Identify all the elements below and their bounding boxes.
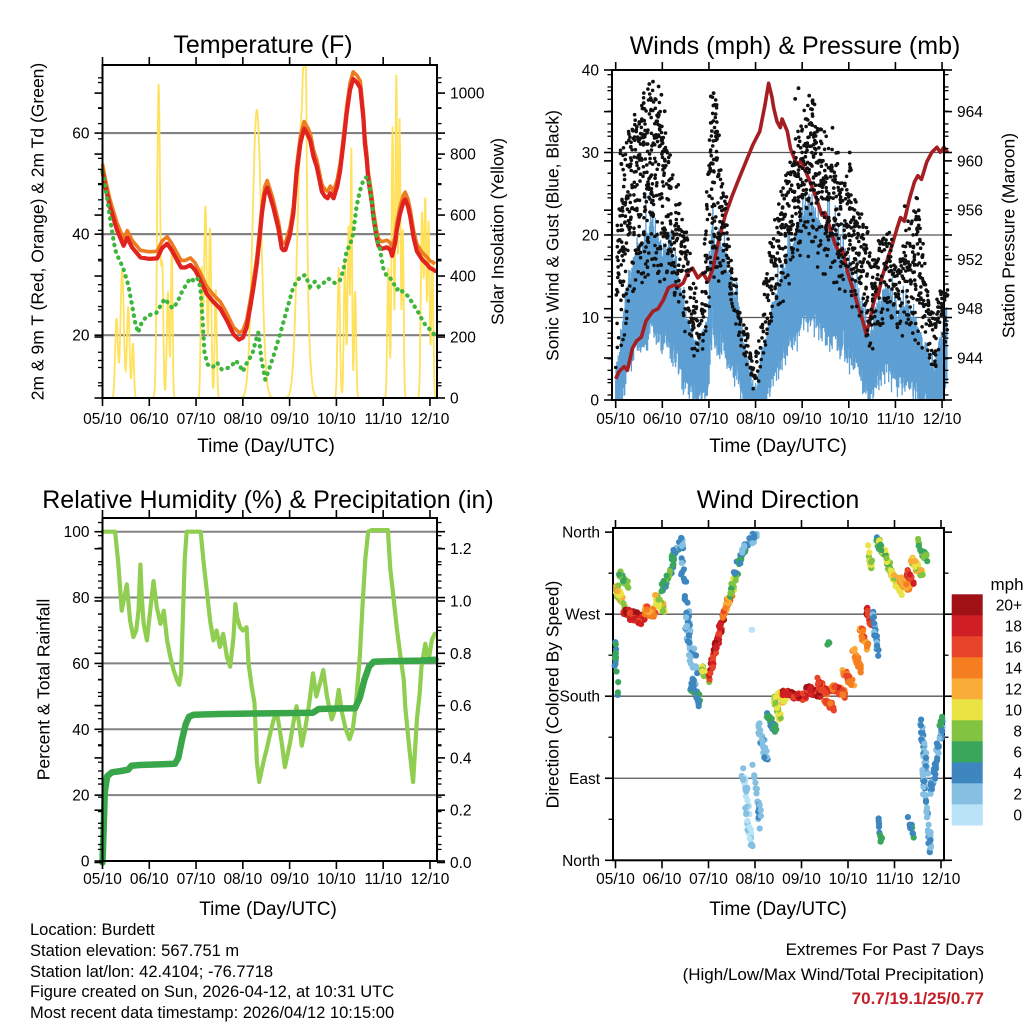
tick-label: 06/10 <box>642 871 682 888</box>
tick-label: 06/10 <box>642 411 682 428</box>
tick-label: 0 <box>590 392 599 410</box>
winds-xaxis-label: Time (Day/UTC) <box>709 436 847 457</box>
speed-legend <box>952 575 1024 826</box>
tick-label: 11/10 <box>364 871 403 888</box>
tick-label: 11/10 <box>876 411 915 428</box>
tick-label: 12/10 <box>921 871 961 888</box>
tick-label: 08/10 <box>223 871 263 888</box>
tick-label: 40 <box>72 721 90 739</box>
legend-swatch <box>952 804 983 825</box>
tick-label: 09/10 <box>270 871 310 888</box>
tick-label: 10 <box>581 310 599 327</box>
tick-label: 09/10 <box>782 411 822 428</box>
rh-precip-chart-title: Relative Humidity (%) & Precipitation (in) <box>42 486 494 514</box>
rh-xaxis-label: Time (Day/UTC) <box>199 899 337 920</box>
tick-label: 4 <box>1013 765 1022 783</box>
wind-direction-xaxis-label: Time (Day/UTC) <box>709 899 847 920</box>
tick-label: 06/10 <box>129 411 169 428</box>
tick-label: 1.2 <box>450 541 472 559</box>
station-latlon: Station lat/lon: 42.4104; -76.7718 <box>30 962 274 981</box>
tick-label: 30 <box>581 145 599 162</box>
tick-label: 11/10 <box>875 871 914 888</box>
legend-swatch <box>952 699 983 720</box>
tick-label: 956 <box>957 202 983 220</box>
tick-label: 07/10 <box>689 871 728 888</box>
tick-label: 400 <box>450 268 476 286</box>
legend-swatch <box>952 783 983 804</box>
tick-label: 0 <box>450 390 459 408</box>
station-info-block <box>30 920 394 1024</box>
tick-label: 12/10 <box>410 871 450 888</box>
tick-label: 0.2 <box>450 802 472 820</box>
sonic-wind-yaxis-label: Sonic Wind & Gust (Blue, Black) <box>542 110 563 361</box>
tick-label: 06/10 <box>129 871 169 888</box>
solar-yaxis-label: Solar Insolation (Yellow) <box>487 137 508 326</box>
tick-label: 14 <box>1004 660 1022 678</box>
tick-label: 07/10 <box>176 411 216 428</box>
tick-label: 10/10 <box>828 871 868 888</box>
tick-label: 10/10 <box>829 411 869 428</box>
temperature-chart-title: Temperature (F) <box>173 31 353 59</box>
tick-label: 10/10 <box>317 871 356 888</box>
most-recent-data-timestamp: Most recent data timestamp: 2026/04/12 10:15:00 <box>30 1004 395 1023</box>
wind-direction-dots <box>612 531 946 856</box>
tick-label: 10/10 <box>317 411 356 428</box>
temperature-chart <box>72 57 485 428</box>
legend-swatch <box>952 720 983 741</box>
legend-swatch <box>952 678 983 699</box>
winds-pressure-chart-title: Winds (mph) & Pressure (mb) <box>629 32 961 60</box>
tick-label: 12/10 <box>410 411 450 428</box>
tick-label: mph <box>990 575 1024 594</box>
tick-label: 20 <box>581 227 599 245</box>
extremes-block <box>683 938 984 1012</box>
tick-label: 944 <box>957 350 983 368</box>
temperature-yaxis-label: 2m & 9m T (Red, Orange) & 2m Td (Green) <box>27 62 48 401</box>
legend-swatch <box>952 741 983 762</box>
percent-rainfall-yaxis-label: Percent & Total Rainfall <box>33 598 54 781</box>
tick-label: 08/10 <box>223 411 263 428</box>
tick-label: East <box>568 770 600 788</box>
tick-label: 05/10 <box>596 411 636 428</box>
tick-label: West <box>564 606 600 624</box>
tick-label: 20+ <box>995 597 1022 615</box>
legend-swatch <box>952 636 983 657</box>
tick-label: 1000 <box>450 85 485 103</box>
tick-label: 05/10 <box>83 411 122 428</box>
temperature-xaxis-label: Time (Day/UTC) <box>197 436 335 457</box>
extremes-heading: Extremes For Past 7 Days <box>785 940 984 959</box>
tick-label: 0.0 <box>450 855 472 872</box>
tick-label: 100 <box>63 524 90 542</box>
tick-label: 07/10 <box>689 411 729 428</box>
tick-label: 6 <box>1013 744 1022 762</box>
tick-label: 05/10 <box>596 871 635 888</box>
total-rainfall-line <box>103 660 436 863</box>
legend-swatch <box>952 615 983 636</box>
temp-9m-orange-line <box>103 72 436 333</box>
tick-label: 40 <box>581 62 599 80</box>
dewpoint-green-dotted-line <box>103 172 436 380</box>
tick-label: South <box>559 688 600 706</box>
tick-label: 40 <box>72 226 90 244</box>
tick-label: 80 <box>72 590 90 608</box>
rh-precip-chart <box>64 510 472 888</box>
tick-label: 07/10 <box>176 871 216 888</box>
wind-direction-chart-title: Wind Direction <box>696 486 860 514</box>
tick-label: 18 <box>1004 618 1022 636</box>
tick-label: 0 <box>1013 807 1022 825</box>
tick-label: 11/10 <box>364 411 403 428</box>
tick-label: North <box>562 524 600 542</box>
solar-insolation-line <box>103 67 438 398</box>
tick-label: 964 <box>957 104 983 122</box>
tick-label: 20 <box>72 327 90 345</box>
tick-label: 948 <box>957 301 983 319</box>
tick-label: 0 <box>80 853 90 871</box>
tick-label: 08/10 <box>736 411 775 428</box>
tick-label: 952 <box>957 251 983 269</box>
plot-frame <box>103 518 438 861</box>
station-elevation: Station elevation: 567.751 m <box>30 941 240 960</box>
tick-label: 12/10 <box>922 411 962 428</box>
tick-label: 0.8 <box>450 645 472 663</box>
tick-label: 1.0 <box>450 593 472 611</box>
pressure-yaxis-label: Station Pressure (Maroon) <box>998 132 1019 339</box>
tick-label: 60 <box>72 655 90 673</box>
extremes-subheading: (High/Low/Max Wind/Total Precipitation) <box>682 964 984 984</box>
tick-label: 08/10 <box>735 871 775 888</box>
legend-swatch <box>952 594 983 615</box>
tick-label: 0.4 <box>450 750 472 768</box>
legend-swatch <box>952 657 983 678</box>
tick-label: North <box>562 852 600 870</box>
relative-humidity-line <box>103 530 435 782</box>
tick-label: 200 <box>450 329 476 347</box>
legend-swatch <box>952 762 983 783</box>
tick-label: 0.6 <box>450 698 472 716</box>
tick-label: 12 <box>1004 681 1022 699</box>
extremes-values: 70.7/19.1/25/0.77 <box>851 989 984 1008</box>
tick-label: 10 <box>1004 702 1022 720</box>
tick-label: 600 <box>450 207 476 225</box>
tick-label: 800 <box>450 146 476 164</box>
figure-created-timestamp: Figure created on Sun, 2026-04-12, at 10:31 UTC <box>30 983 395 1002</box>
tick-label: 09/10 <box>782 871 821 888</box>
tick-label: 16 <box>1004 639 1022 657</box>
tick-label: 05/10 <box>83 871 122 888</box>
tick-label: 8 <box>1013 723 1022 741</box>
station-location: Location: Burdett <box>30 921 155 939</box>
tick-label: 2 <box>1013 786 1022 804</box>
tick-label: 60 <box>72 125 90 143</box>
tick-label: 09/10 <box>270 411 310 428</box>
temp-2m-red-line <box>103 79 436 340</box>
direction-yaxis-label: Direction (Colored By Speed) <box>542 580 563 809</box>
tick-label: 960 <box>957 153 983 171</box>
tick-label: 20 <box>72 787 90 805</box>
